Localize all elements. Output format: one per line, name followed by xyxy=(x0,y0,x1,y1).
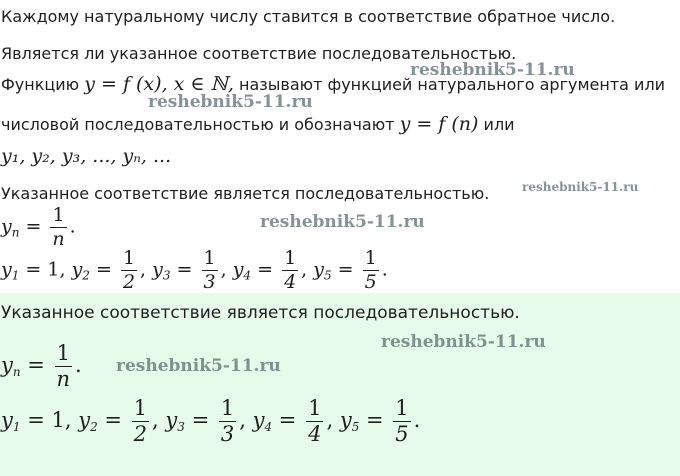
theory-line-2: числовой последовательностью и обозначают y = f (n) или xyxy=(1,113,515,135)
fraction: $\frac{1}{2}$ xyxy=(133,396,148,446)
solution-conclusion: Указанное соответствие является последовательностью. xyxy=(1,184,490,203)
solution-formula: $y_n$ = $\frac{1}{n}$ . xyxy=(1,204,76,250)
watermark: reshebnik5-11.ru xyxy=(381,332,546,352)
fraction: $\frac{1}{5}$ xyxy=(395,396,409,446)
solution-terms: $y_1 = 1$, $y_2$ = $\frac{1}{2}$ , $y_3$ = $\frac{1}{3}$ , $y_4$ = $\frac{1}{4}$ , $y_5$ = $\frac{1}{5}$ . xyxy=(1,247,388,293)
answer-formula: $y_n$ = $\frac{1}{n}$ . xyxy=(1,341,82,391)
fraction: $\frac{1}{n}$ xyxy=(52,204,65,250)
answer-conclusion: Указанное соответствие является последовательностью. xyxy=(1,303,520,323)
sequence-notation: y = f (n) xyxy=(399,113,479,135)
watermark: reshebnik5-11.ru xyxy=(522,180,639,194)
watermark: reshebnik5-11.ru xyxy=(148,92,313,112)
watermark: reshebnik5-11.ru xyxy=(410,60,575,80)
watermark: reshebnik5-11.ru xyxy=(260,212,425,232)
watermark: reshebnik5-11.ru xyxy=(116,356,281,376)
fraction: $\frac{1}{5}$ xyxy=(364,247,377,293)
fraction: $\frac{1}{3}$ xyxy=(203,247,216,293)
theory-line-1: Функцию y = f (x), x ∈ ℕ, называют функцией натурального аргумента или xyxy=(1,73,666,95)
function-formula: y = f (x), x ∈ ℕ, xyxy=(84,73,234,95)
fraction: $\frac{1}{2}$ xyxy=(122,247,136,293)
fraction: $\frac{1}{4}$ xyxy=(284,247,297,293)
fraction: $\frac{1}{4}$ xyxy=(308,396,322,446)
task-question: Является ли указанное соответствие последовательностью. xyxy=(1,44,517,63)
fraction: $\frac{1}{3}$ xyxy=(220,396,235,446)
fraction: $\frac{1}{n}$ xyxy=(56,341,71,391)
answer-terms: $y_1 = 1$, $y_2$ = $\frac{1}{2}$ , $y_3$ = $\frac{1}{3}$ , $y_4$ = $\frac{1}{4}$ , $y_5$ = $\frac{1}{5}$ . xyxy=(1,396,421,446)
sequence-list: y₁, y₂, y₃, ..., yₙ, ... xyxy=(1,145,172,167)
task-statement: Каждому натуральному числу ставится в соответствие обратное число. xyxy=(1,7,616,26)
